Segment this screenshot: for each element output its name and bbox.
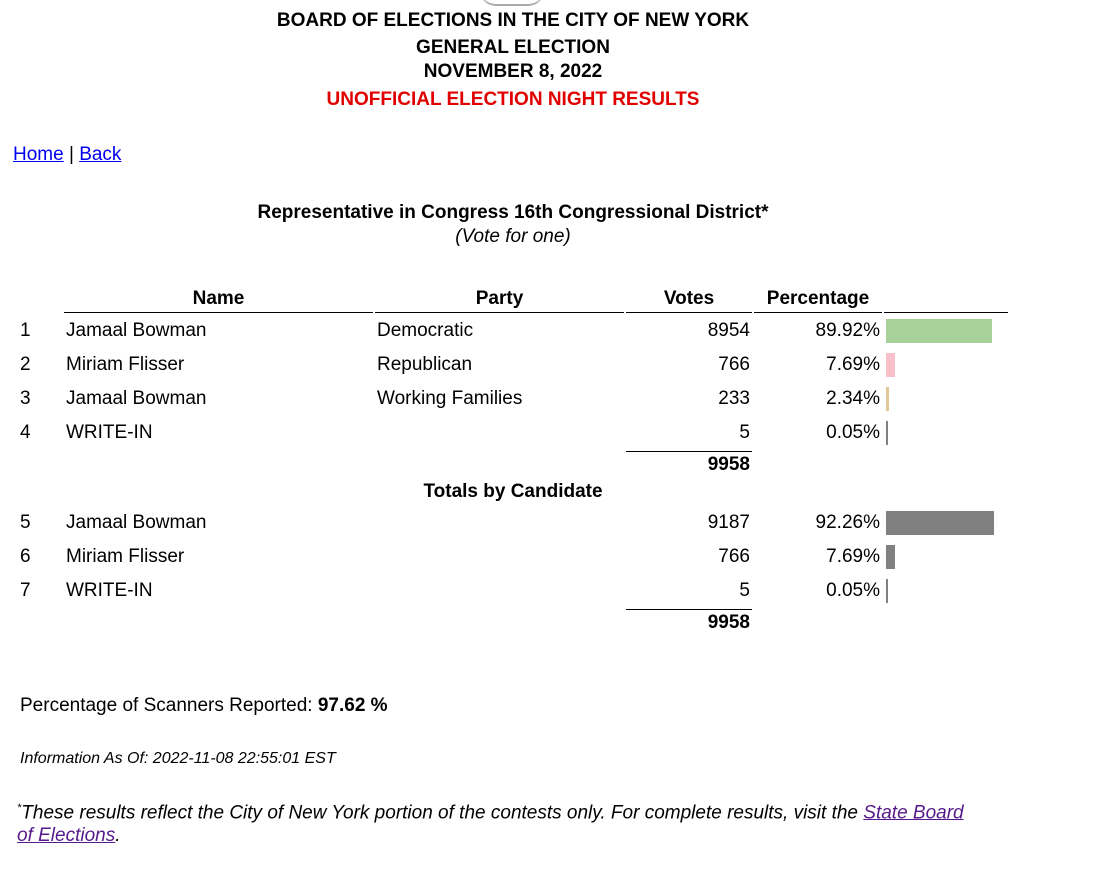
home-link[interactable]: Home: [13, 144, 64, 165]
party-name: Democratic: [377, 320, 474, 341]
percentage-bar: [886, 319, 992, 343]
election-date: NOVEMBER 8, 2022: [423, 61, 603, 82]
total-divider: [626, 609, 752, 610]
percentage-bar: [886, 579, 888, 603]
contest-title: Representative in Congress 16th Congressional District*: [257, 202, 769, 223]
vote-percentage: 2.34%: [826, 388, 880, 409]
scanners-reported: [20, 695, 388, 717]
candidate-name: Jamaal Bowman: [66, 512, 207, 533]
row-index: 2: [20, 354, 31, 375]
candidate-name: Miriam Flisser: [66, 354, 185, 375]
candidate-name: Jamaal Bowman: [66, 388, 207, 409]
header-underline: [754, 312, 882, 313]
row-index: 3: [20, 388, 31, 409]
party-name: Republican: [377, 354, 473, 375]
header-underline: [884, 312, 1008, 313]
results-total-votes: 9958: [707, 454, 750, 475]
totals-by-candidate-heading: Totals by Candidate: [423, 481, 603, 502]
footnote-marker: *: [17, 802, 22, 814]
vote-count: 766: [718, 354, 750, 375]
column-header-name: Name: [192, 288, 245, 309]
election-name: GENERAL ELECTION: [416, 37, 610, 58]
candidate-name: Jamaal Bowman: [66, 320, 207, 341]
column-header-votes: Votes: [663, 288, 715, 309]
seal-emblem: [480, 0, 544, 6]
vote-percentage: 0.05%: [826, 580, 880, 601]
vote-percentage: 7.69%: [826, 354, 880, 375]
row-index: 1: [20, 320, 31, 341]
party-name: Working Families: [377, 388, 523, 409]
board-title: BOARD OF ELECTIONS IN THE CITY OF NEW YORK: [276, 10, 750, 31]
header-underline: [64, 312, 373, 313]
footnote-text: These results reflect the City of New York portion of the contests only. For complete results, visit the: [21, 802, 864, 824]
footnote-end: .: [115, 825, 121, 847]
candidate-name: WRITE-IN: [66, 580, 153, 601]
vote-percentage: 92.26%: [815, 512, 880, 533]
vote-count: 5: [739, 422, 750, 443]
vote-count: 233: [718, 388, 750, 409]
scanners-label: Percentage of Scanners Reported:: [20, 695, 313, 716]
column-header-percentage: Percentage: [766, 288, 870, 309]
vote-percentage: 0.05%: [826, 422, 880, 443]
nav-links: [13, 144, 121, 166]
information-as-of: Information As Of: 2022-11-08 22:55:01 EST: [20, 750, 336, 767]
vote-count: 766: [718, 546, 750, 567]
column-header-party: Party: [475, 288, 524, 309]
header-underline: [626, 312, 752, 313]
back-link[interactable]: Back: [79, 144, 122, 165]
state-board-link[interactable]: State Board of Elections: [17, 802, 964, 847]
row-index: 7: [20, 580, 31, 601]
row-index: 4: [20, 422, 31, 443]
percentage-bar: [886, 387, 889, 411]
scanners-value: 97.62 %: [317, 695, 388, 716]
vote-count: 8954: [707, 320, 750, 341]
vote-count: 5: [739, 580, 750, 601]
candidate-name: Miriam Flisser: [66, 546, 185, 567]
percentage-bar: [886, 421, 888, 445]
header-underline: [375, 312, 624, 313]
unofficial-results-label: UNOFFICIAL ELECTION NIGHT RESULTS: [326, 89, 700, 110]
row-index: 5: [20, 512, 31, 533]
percentage-bar: [886, 353, 895, 377]
vote-percentage: 89.92%: [815, 320, 880, 341]
percentage-bar: [886, 545, 895, 569]
candidate-name: WRITE-IN: [66, 422, 153, 443]
total-divider: [626, 451, 752, 452]
row-index: 6: [20, 546, 31, 567]
percentage-bar: [886, 511, 994, 535]
vote-percentage: 7.69%: [826, 546, 880, 567]
footnote: [17, 797, 977, 847]
vote-count: 9187: [707, 512, 750, 533]
totals-total-votes: 9958: [707, 612, 750, 633]
nav-separator: |: [68, 144, 74, 165]
vote-for-note: (Vote for one): [455, 226, 571, 247]
